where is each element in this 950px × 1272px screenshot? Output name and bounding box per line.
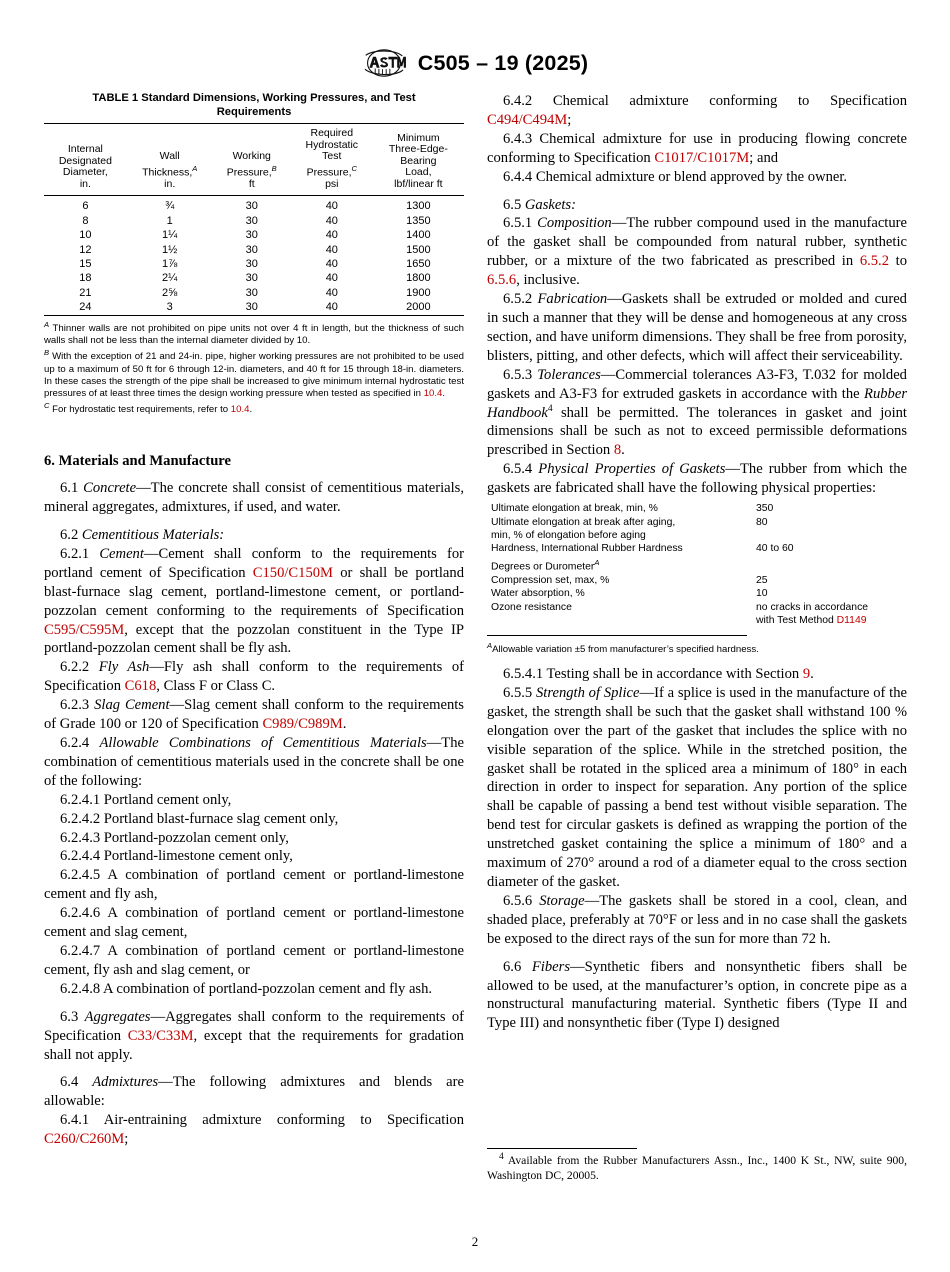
- table1-col-minimum-three-edge-bearing-load: [373, 124, 464, 196]
- cell-test-pressure: 40: [325, 200, 338, 213]
- footnote-text: Allowable variation ±5 from manufacturer’s specified hardness.: [492, 644, 759, 656]
- para-number: 6.6: [503, 958, 532, 975]
- cell-bearing-load: 1500: [406, 243, 431, 256]
- para-title: Slag Cement: [94, 697, 170, 714]
- table-row: [44, 229, 464, 243]
- para-text: 6.4.2 Chemical admixture conforming to Specification: [503, 93, 907, 109]
- table-row: [487, 587, 907, 600]
- header-line: Pressure,: [306, 166, 352, 179]
- page-footnote-block: [487, 1148, 907, 1183]
- spacer: [487, 656, 907, 665]
- cell-bearing-load: 1350: [406, 214, 431, 227]
- cell-test-pressure: 40: [325, 272, 338, 285]
- para-title: Allowable Combinations of Cementitious Materials: [99, 735, 427, 751]
- spacer: [44, 416, 464, 438]
- cell-test-pressure: 40: [325, 301, 338, 314]
- table1-col-required-hydrostatic-test-pressure: [291, 124, 373, 196]
- section-reference[interactable]: 10.4: [423, 387, 443, 399]
- footnote-marker-b: B: [271, 163, 277, 173]
- para-text: 6.4.1 Air-entraining admixture conforming to Specification: [60, 1112, 464, 1129]
- table1-caption: TABLE 1 Standard Dimensions, Working Pressures, and Test Requirements: [92, 92, 416, 118]
- cell-bearing-load: 1650: [406, 258, 431, 271]
- paragraph-6-4-2: [487, 92, 907, 130]
- para-text: .: [621, 442, 625, 459]
- para-title: Tolerances: [537, 366, 601, 383]
- para-text: —If a splice is used in the manufacture of the gasket, the strength shall be such that the gasket shall withstand 100 % elongation over the part of the gasket that includes the splice with no visible separation of the splice. While in the stretched position, the gasket shall be rotated in the spliced area a minimum of 180° in each direction in order to inspect for separation. Any portion of the splice shall be capable of passing a bend test without visible separation. The bend test for circular gaskets is defined as wrapping the portion of the unstretched gasket containing the splice a minimum of 180° and a maximum of 270° around a rod of a diameter equal to the cross section diameter of the gasket.: [487, 684, 907, 891]
- property-name: Ultimate elongation at break after aging,: [491, 516, 676, 528]
- header-line: Load,: [405, 166, 432, 179]
- cell-bearing-load: 1800: [406, 272, 431, 285]
- spec-reference-c260[interactable]: C260/C260M: [44, 1131, 125, 1148]
- cell-working-pressure: 30: [245, 272, 258, 285]
- paragraph-6-5-6: [487, 892, 907, 949]
- para-number: 6.5.4: [503, 461, 539, 478]
- spec-reference-d1149[interactable]: D1149: [836, 615, 867, 627]
- para-title: Fabrication: [537, 291, 608, 308]
- paragraph-6-4-1: [44, 1111, 464, 1149]
- para-text: , except that the pozzolan constituent in the Type IP portland-pozzolan cement shall be fly ash.: [44, 621, 464, 657]
- footnote-rule: [487, 1148, 637, 1149]
- para-text: —The gaskets shall be stored in a cool, clean, and shaded place, preferably at 70°F or less and in no case shall the gaskets be exposed to the direct rays of the sun for more than 72 h.: [487, 892, 907, 947]
- paragraph-6-5: [487, 196, 907, 215]
- cell-diameter: 6: [82, 200, 89, 213]
- header-line: Hydrostatic: [305, 138, 359, 151]
- para-text: ; and: [749, 149, 779, 166]
- property-value: 80: [756, 516, 768, 528]
- property-value-continued: [756, 556, 907, 574]
- paragraph-6-2-1: [44, 545, 464, 658]
- para-title: Physical Properties of Gaskets: [538, 461, 726, 478]
- cell-test-pressure: 40: [325, 286, 338, 299]
- para-title: Concrete: [83, 480, 137, 497]
- header-line: lbf/linear ft: [394, 177, 443, 190]
- cell-working-pressure: 30: [245, 229, 258, 242]
- header-line: Three-Edge-: [388, 143, 448, 156]
- right-column: [487, 92, 907, 1033]
- para-title: Aggregates: [84, 1008, 151, 1025]
- paragraph-6-4: [44, 1073, 464, 1111]
- spec-reference-c494[interactable]: C494/C494M: [487, 111, 568, 128]
- cell-test-pressure: 40: [325, 214, 338, 227]
- para-text: —Aggregates shall conform to the requirements of Specification: [44, 1008, 464, 1044]
- cell-bearing-load: 2000: [406, 301, 431, 314]
- cell-working-pressure: 30: [245, 243, 258, 256]
- section-reference-8[interactable]: 8: [613, 442, 622, 459]
- spec-reference-c989[interactable]: C989/C989M: [262, 716, 343, 733]
- header-line: Thickness,: [142, 166, 193, 179]
- header-line: Wall: [159, 150, 180, 163]
- astm-logo-icon: [362, 48, 406, 78]
- header-line: Pressure,: [226, 166, 272, 179]
- section-reference[interactable]: 10.4: [230, 404, 250, 416]
- table-row: [44, 196, 464, 214]
- cell-diameter: 18: [79, 272, 92, 285]
- paragraph-6-6: [487, 958, 907, 1034]
- paragraph-6-2-4-6: 6.2.4.6 A combination of portland cement or portland-limestone cement and slag cement,: [44, 905, 464, 941]
- paragraph-6-5-2: [487, 290, 907, 366]
- footnote-marker-a: A: [192, 163, 198, 173]
- para-text: —The combination of cementitious materials used in the concrete shall be one of the following:: [44, 735, 464, 789]
- table1-col-internal-designated-diameter: [44, 124, 127, 196]
- header-line: Diameter,: [62, 166, 108, 179]
- table1-col-wall-thickness: [127, 124, 213, 196]
- table1-header-row: [44, 124, 464, 196]
- para-text: —Cement shall conform to the requirements for portland cement of Specification: [44, 545, 464, 581]
- footnote-marker-a: A: [594, 557, 600, 567]
- property-value: 25: [756, 574, 768, 586]
- header-line: Test: [322, 150, 342, 163]
- property-name: Water absorption, %: [491, 588, 585, 600]
- table-row: [487, 601, 907, 614]
- value-text: with Test Method: [756, 615, 837, 627]
- paragraph-6-5-1: [487, 214, 907, 290]
- spec-reference-c33[interactable]: C33/C33M: [127, 1027, 194, 1044]
- paragraph-6-2-3: [44, 696, 464, 734]
- para-number: 6.2.4: [60, 735, 100, 751]
- para-text: —Synthetic fibers and nonsynthetic fibers shall be allowed to be used, at the manufacturer’s option, in concrete pipe as a nonstructural manufacturing material. Synthetic fibers (Type II and Type III) and nonsynthetic fiber (Type I) designed: [487, 958, 907, 1032]
- cell-test-pressure: 40: [325, 243, 338, 256]
- spec-reference-c595[interactable]: C595/C595M: [44, 621, 125, 638]
- para-title: Storage: [539, 892, 585, 909]
- paragraph-6-5-5: [487, 684, 907, 892]
- cell-diameter: 15: [79, 258, 92, 271]
- cell-working-pressure: 30: [245, 301, 258, 314]
- para-number: 6.2.2: [60, 659, 99, 676]
- property-name-continued: min, % of elongation before aging: [491, 530, 646, 541]
- table-row: [44, 301, 464, 316]
- cell-wall-thickness: 3: [166, 301, 173, 314]
- property-value-continued: [756, 614, 907, 627]
- para-number: 6.2.3: [60, 697, 95, 714]
- cell-wall-thickness: 1⅞: [162, 258, 178, 271]
- para-number: 6.5.3: [503, 366, 538, 383]
- table-row: [487, 574, 907, 587]
- para-number: 6.5.6: [503, 892, 540, 909]
- paragraph-6-5-4-1: [487, 665, 907, 684]
- spacer: [487, 949, 907, 958]
- document-designation: C505 – 19 (2025): [417, 50, 589, 75]
- spacer: [44, 1064, 464, 1073]
- cell-wall-thickness: 2¼: [162, 272, 178, 285]
- paragraph-6-2-4-7: 6.2.4.7 A combination of portland cement or portland-limestone cement, fly ash and slag cement, or: [44, 942, 464, 978]
- para-title: Composition: [537, 215, 612, 232]
- para-text: —Commercial tolerances A3-F3, T.032 for molded gaskets and A3-F3 for extruded gaskets in accordance with the: [487, 366, 907, 402]
- header-line: Working: [232, 150, 271, 163]
- cell-diameter: 10: [79, 229, 92, 242]
- cell-wall-thickness: 1½: [162, 243, 178, 256]
- spacer: [44, 517, 464, 526]
- handbook-title: Rubber Handbook: [487, 385, 907, 421]
- cell-diameter: 21: [79, 286, 92, 299]
- cell-diameter: 24: [79, 301, 92, 314]
- table-row: [44, 272, 464, 286]
- properties-footnote: [487, 640, 907, 656]
- para-title: Fly Ash: [98, 659, 150, 676]
- paragraph-6-2-4-2: 6.2.4.2 Portland blast-furnace slag cement only,: [60, 810, 339, 827]
- header-line: Internal: [67, 143, 103, 156]
- table1-col-working-pressure: [213, 124, 291, 196]
- cell-diameter: 12: [79, 243, 92, 256]
- paragraph-6-2: [44, 526, 464, 545]
- table1-footnote-b: [44, 347, 464, 400]
- section-reference-9[interactable]: 9: [802, 666, 811, 683]
- para-title: Gaskets:: [524, 196, 576, 213]
- header-line: Minimum: [397, 131, 440, 144]
- cell-wall-thickness: 1¼: [162, 229, 178, 242]
- footnote-text-end: .: [442, 387, 446, 399]
- gasket-physical-properties-table: [487, 502, 907, 628]
- cell-bearing-load: 1900: [406, 286, 431, 299]
- table1-footnote-a: [44, 319, 464, 347]
- para-title: Cement: [99, 545, 144, 562]
- header-line: Bearing: [400, 154, 437, 167]
- cell-wall-thickness: ¾: [165, 200, 175, 213]
- paragraph-6-1: [44, 479, 464, 517]
- footnote-label: A: [44, 320, 50, 329]
- property-name: Ultimate elongation at break, min, %: [491, 503, 658, 515]
- para-number: 6.2.1: [60, 545, 100, 562]
- table-row: [487, 556, 907, 574]
- footnote-label: A: [487, 640, 493, 650]
- table1-footnotes: [44, 316, 464, 416]
- property-name-text: Degrees or Durometer: [491, 561, 595, 573]
- para-title: Admixtures: [92, 1074, 159, 1091]
- para-text: .: [810, 666, 814, 683]
- footnote-text: Available from the Rubber Manufacturers Assn., Inc., 1400 K St., NW, suite 900, Washington DC, 20005.: [487, 1154, 907, 1182]
- property-value-continued: [756, 529, 907, 542]
- page-number: 2: [471, 1234, 479, 1249]
- cell-test-pressure: 40: [325, 258, 338, 271]
- table1-footnote-c: [44, 400, 464, 416]
- para-number: 6.1: [60, 480, 84, 497]
- paragraph-6-2-4-3: 6.2.4.3 Portland-pozzolan cement only,: [60, 829, 289, 846]
- header-line: Required: [310, 127, 354, 139]
- header-line: in.: [164, 177, 176, 190]
- cell-working-pressure: 30: [245, 214, 258, 227]
- footnote-text: With the exception of 21 and 24-in. pipe, higher working pressures are not prohibited to be used up to a maximum of 50 ft for 6 through 12-in. diameters, and 40 ft for 15 through 18-in. diameters. In these cases the strength of the pipe shall be increased to give minimum internal hydrostatic test pressures of at least three times the design working pressure when tested as specified in: [44, 351, 464, 399]
- table1-head: [44, 124, 464, 196]
- para-number: 6.2: [60, 527, 82, 544]
- section-reference-652[interactable]: 6.5.2: [859, 253, 889, 270]
- paragraph-6-3: [44, 1008, 464, 1065]
- para-title: Fibers: [531, 958, 570, 975]
- para-text: shall be permitted. The tolerances in gasket and joint dimensions shall be such as not to exceed permissible deformations prescribed in Section: [487, 404, 907, 459]
- paragraph-6-4-4: 6.4.4 Chemical admixture or blend approved by the owner.: [503, 168, 848, 185]
- para-text: .: [342, 716, 347, 733]
- property-value: 40 to 60: [756, 543, 794, 555]
- cell-diameter: 8: [82, 214, 89, 227]
- cell-working-pressure: 30: [245, 258, 258, 271]
- paragraph-6-4-3: [487, 130, 907, 168]
- spec-reference-c1017[interactable]: C1017/C1017M: [654, 149, 750, 166]
- property-name: Ozone resistance: [491, 601, 572, 613]
- footnote-4: [487, 1154, 907, 1183]
- paragraph-6-5-3: [487, 366, 907, 461]
- para-number: 6.5.5: [503, 684, 536, 701]
- para-text: —The rubber from which the gaskets are fabricated shall have the following physical properties:: [487, 461, 907, 497]
- table1-body: [44, 196, 464, 316]
- footnote-marker-4: 4: [547, 403, 553, 414]
- para-text: —Slag cement shall conform to the requirements of Grade 100 or 120 of Specification: [44, 697, 464, 733]
- para-text: —Fly ash shall conform to the requirements of Specification: [44, 659, 464, 695]
- table-row: [44, 243, 464, 257]
- cell-wall-thickness: 2⅝: [162, 286, 178, 299]
- header-line: in.: [79, 177, 91, 190]
- footnote-marker-c: C: [351, 163, 358, 173]
- para-text: —The concrete shall consist of cementitious materials, mineral aggregates, admixtures, if used, and water.: [44, 480, 465, 516]
- para-title: Strength of Splice: [535, 684, 640, 701]
- para-text: —The following admixtures and blends are allowable:: [44, 1074, 464, 1110]
- para-text: —Gaskets shall be extruded or molded and cured in such a manner that they will be dense and homogeneous at any cross section, and have uniform dimensions. They shall be free from porosity, blisters, pitting, and other defects, which will affect their serviceability.: [487, 291, 907, 364]
- property-name-continued: [487, 556, 756, 574]
- para-text: ;: [124, 1131, 129, 1148]
- paragraph-6-2-4-8: 6.2.4.8 A combination of portland-pozzolan cement and fly ash.: [60, 980, 433, 997]
- para-number: 6.3: [60, 1008, 85, 1025]
- properties-footnote-rule: [487, 635, 747, 636]
- paragraph-6-2-4: [44, 734, 464, 791]
- spec-reference-c618[interactable]: C618: [124, 678, 157, 695]
- cell-bearing-load: 1400: [406, 229, 431, 242]
- property-name: Hardness, International Rubber Hardness: [491, 543, 683, 555]
- footnote-text: Thinner walls are not prohibited on pipe units not over 4 ft in length, but the thickness of such walls shall not be less than the internal diameter divided by 10.: [44, 323, 464, 347]
- page-header: [0, 48, 950, 78]
- para-text: , Class F or Class C.: [156, 678, 276, 695]
- para-number: 6.5.1: [503, 215, 538, 232]
- para-text: 6.4.3 Chemical admixture for use in producing flowing concrete conforming to Specification: [487, 130, 907, 166]
- paragraph-6-5-4: [487, 460, 907, 498]
- para-number: 6.4: [60, 1074, 93, 1091]
- table-row: [44, 286, 464, 300]
- para-number: 6.5.2: [503, 291, 538, 308]
- spacer: [44, 999, 464, 1008]
- footnote-text: For hydrostatic test requirements, refer to: [52, 404, 231, 416]
- para-text: ;: [567, 111, 572, 128]
- property-value: 10: [756, 588, 768, 600]
- cell-working-pressure: 30: [245, 200, 258, 213]
- header-line: ft: [248, 177, 255, 190]
- spacer: [44, 470, 464, 479]
- para-title: Cementitious Materials:: [81, 527, 225, 544]
- footnote-label: C: [44, 400, 50, 410]
- paragraph-6-2-4-4: 6.2.4.4 Portland-limestone cement only,: [60, 848, 293, 865]
- para-text: to: [889, 253, 907, 270]
- property-name: Compression set, max, %: [491, 574, 610, 586]
- cell-bearing-load: 1300: [406, 200, 431, 213]
- paragraph-6-2-2: [44, 658, 464, 696]
- table1-standard-dimensions: [44, 123, 464, 316]
- cell-working-pressure: 30: [245, 286, 258, 299]
- para-text: —The rubber compound used in the manufacture of the gasket shall be compounded from natural rubber, synthetic rubber, or a mixture of the two fabricated as prescribed in: [487, 215, 908, 270]
- paragraph-6-2-4-5: 6.2.4.5 A combination of portland cement or portland-limestone cement and fly ash,: [44, 867, 464, 903]
- table-row: [44, 257, 464, 271]
- footnote-text-end: .: [249, 404, 253, 416]
- section-reference-656[interactable]: 6.5.6: [487, 272, 517, 289]
- property-name-continued: [487, 614, 756, 627]
- spacer: [487, 187, 907, 196]
- table-row: [487, 614, 907, 627]
- section-6-heading: 6. Materials and Manufacture: [44, 453, 231, 470]
- property-value: no cracks in accordance: [756, 601, 869, 613]
- header-line: Designated: [58, 154, 112, 167]
- para-number: 6.5: [503, 196, 525, 213]
- para-text: or shall be portland blast-furnace slag cement, portland-limestone cement, or portland-pozzolan cement conforming to the requirements of Specification: [44, 564, 464, 619]
- para-text: 6.5.4.1 Testing shall be in accordance with Section: [503, 666, 803, 683]
- spacer: [44, 438, 464, 453]
- table-row: [487, 516, 907, 529]
- property-value: 350: [756, 503, 774, 515]
- cell-wall-thickness: 1: [166, 214, 173, 227]
- footnote-label: B: [44, 348, 50, 358]
- table-row: [487, 529, 907, 542]
- table-row: [487, 542, 907, 555]
- cell-test-pressure: 40: [325, 229, 338, 242]
- para-text: , except that the requirements for gradation shall not apply.: [44, 1027, 464, 1063]
- left-column: [44, 92, 464, 1149]
- para-text: , inclusive.: [516, 272, 580, 289]
- spec-reference-c150[interactable]: C150/C150M: [252, 564, 334, 581]
- footnote-marker-4: 4: [499, 1152, 504, 1163]
- header-line: psi: [325, 177, 339, 190]
- table-row: [44, 214, 464, 228]
- table-row: [487, 502, 907, 515]
- paragraph-6-2-4-1: 6.2.4.1 Portland cement only,: [60, 791, 232, 808]
